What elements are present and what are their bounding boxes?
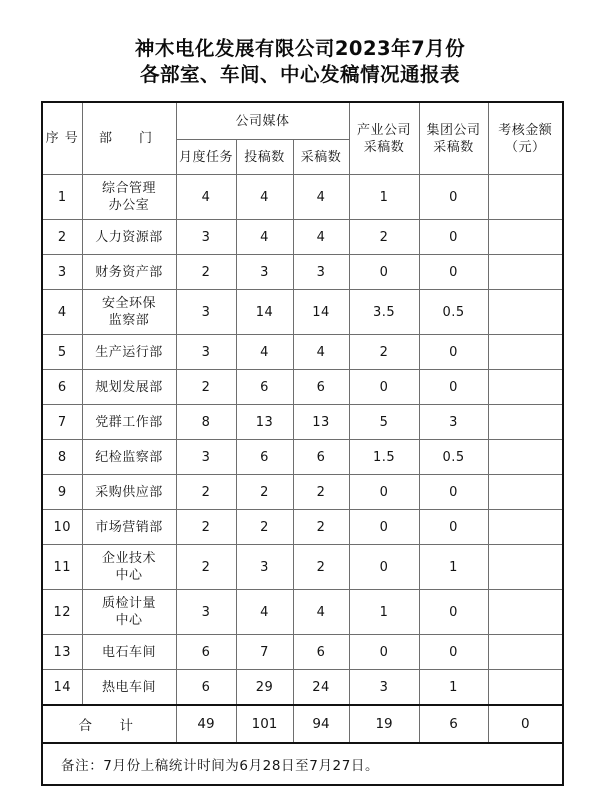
table-row bbox=[42, 255, 563, 290]
cell-department: 人力资源部 bbox=[82, 220, 176, 255]
table-row bbox=[42, 220, 563, 255]
cell-industry-company: 0 bbox=[349, 370, 419, 405]
cell-monthly-task: 2 bbox=[176, 475, 236, 510]
group-company-line-1: 集团公司 bbox=[426, 122, 481, 138]
cell-index: 1 bbox=[42, 175, 82, 220]
assessment-line-2: （元） bbox=[505, 139, 546, 155]
table-row bbox=[42, 405, 563, 440]
cell-submitted: 6 bbox=[236, 370, 293, 405]
cell-assessment-amount bbox=[488, 510, 563, 545]
cell-submitted: 29 bbox=[236, 670, 293, 706]
cell-monthly-task: 2 bbox=[176, 370, 236, 405]
cell-industry-company: 1 bbox=[349, 175, 419, 220]
cell-accepted: 4 bbox=[293, 175, 349, 220]
cell-submitted: 4 bbox=[236, 175, 293, 220]
cell-industry-company: 5 bbox=[349, 405, 419, 440]
cell-department bbox=[82, 590, 176, 635]
cell-group-company: 1 bbox=[419, 545, 488, 590]
col-header-assessment-amount bbox=[488, 102, 563, 175]
cell-index: 10 bbox=[42, 510, 82, 545]
cell-department bbox=[82, 545, 176, 590]
cell-accepted: 14 bbox=[293, 290, 349, 335]
report-table-container bbox=[41, 101, 562, 786]
cell-accepted: 6 bbox=[293, 370, 349, 405]
dept-line-2: 中心 bbox=[115, 568, 143, 583]
cell-industry-company: 0 bbox=[349, 255, 419, 290]
cell-assessment-amount bbox=[488, 635, 563, 670]
total-accepted: 94 bbox=[293, 705, 349, 743]
cell-group-company: 0 bbox=[419, 475, 488, 510]
cell-industry-company: 3.5 bbox=[349, 290, 419, 335]
cell-accepted: 6 bbox=[293, 440, 349, 475]
table-row bbox=[42, 335, 563, 370]
cell-index: 3 bbox=[42, 255, 82, 290]
note-text: 备注：7月份上稿统计时间为6月28日至7月27日。 bbox=[42, 743, 563, 785]
cell-assessment-amount bbox=[488, 370, 563, 405]
cell-submitted: 4 bbox=[236, 335, 293, 370]
cell-accepted: 2 bbox=[293, 510, 349, 545]
cell-department: 党群工作部 bbox=[82, 405, 176, 440]
cell-group-company: 0.5 bbox=[419, 440, 488, 475]
table-row bbox=[42, 545, 563, 590]
table-note-row bbox=[42, 743, 563, 785]
cell-assessment-amount bbox=[488, 335, 563, 370]
cell-index: 2 bbox=[42, 220, 82, 255]
table-row bbox=[42, 475, 563, 510]
total-group-company: 6 bbox=[419, 705, 488, 743]
assessment-line-1: 考核金额 bbox=[498, 122, 553, 138]
col-header-monthly-task: 月度任务 bbox=[176, 140, 236, 175]
page-title bbox=[0, 36, 600, 88]
cell-monthly-task: 4 bbox=[176, 175, 236, 220]
cell-industry-company: 0 bbox=[349, 635, 419, 670]
cell-accepted: 2 bbox=[293, 545, 349, 590]
dept-line-1: 企业技术 bbox=[101, 551, 156, 566]
cell-department bbox=[82, 290, 176, 335]
cell-assessment-amount bbox=[488, 670, 563, 706]
dept-line-2: 办公室 bbox=[108, 198, 150, 213]
table-header bbox=[42, 102, 563, 175]
table-row bbox=[42, 370, 563, 405]
cell-assessment-amount bbox=[488, 220, 563, 255]
cell-accepted: 13 bbox=[293, 405, 349, 440]
total-assessment-amount: 0 bbox=[488, 705, 563, 743]
cell-monthly-task: 3 bbox=[176, 290, 236, 335]
col-header-industry-company bbox=[349, 102, 419, 175]
cell-accepted: 4 bbox=[293, 335, 349, 370]
cell-assessment-amount bbox=[488, 175, 563, 220]
cell-department: 电石车间 bbox=[82, 635, 176, 670]
table-total-row bbox=[42, 705, 563, 743]
cell-industry-company: 0 bbox=[349, 545, 419, 590]
cell-index: 4 bbox=[42, 290, 82, 335]
cell-department: 纪检监察部 bbox=[82, 440, 176, 475]
cell-group-company: 0 bbox=[419, 335, 488, 370]
cell-industry-company: 0 bbox=[349, 475, 419, 510]
total-submitted: 101 bbox=[236, 705, 293, 743]
cell-monthly-task: 6 bbox=[176, 635, 236, 670]
table-body bbox=[42, 175, 563, 786]
table-row bbox=[42, 290, 563, 335]
cell-monthly-task: 2 bbox=[176, 545, 236, 590]
dept-line-1: 综合管理 bbox=[101, 181, 156, 196]
table-row bbox=[42, 670, 563, 706]
cell-assessment-amount bbox=[488, 475, 563, 510]
table-row bbox=[42, 175, 563, 220]
total-label: 合 计 bbox=[42, 705, 176, 743]
cell-monthly-task: 3 bbox=[176, 590, 236, 635]
cell-department bbox=[82, 175, 176, 220]
cell-assessment-amount bbox=[488, 255, 563, 290]
cell-monthly-task: 6 bbox=[176, 670, 236, 706]
cell-submitted: 2 bbox=[236, 475, 293, 510]
cell-group-company: 0 bbox=[419, 510, 488, 545]
cell-group-company: 0 bbox=[419, 590, 488, 635]
industry-company-line-2: 采稿数 bbox=[363, 139, 405, 155]
cell-assessment-amount bbox=[488, 440, 563, 475]
cell-group-company: 0 bbox=[419, 255, 488, 290]
cell-index: 12 bbox=[42, 590, 82, 635]
industry-company-line-1: 产业公司 bbox=[357, 122, 412, 138]
cell-monthly-task: 8 bbox=[176, 405, 236, 440]
cell-industry-company: 2 bbox=[349, 220, 419, 255]
dept-line-2: 监察部 bbox=[108, 313, 150, 328]
cell-submitted: 3 bbox=[236, 255, 293, 290]
cell-index: 7 bbox=[42, 405, 82, 440]
cell-group-company: 3 bbox=[419, 405, 488, 440]
title-line-1: 神木电化发展有限公司2023年7月份 bbox=[134, 37, 466, 60]
cell-monthly-task: 2 bbox=[176, 255, 236, 290]
cell-accepted: 6 bbox=[293, 635, 349, 670]
cell-accepted: 24 bbox=[293, 670, 349, 706]
cell-industry-company: 1.5 bbox=[349, 440, 419, 475]
cell-group-company: 0.5 bbox=[419, 290, 488, 335]
col-header-department: 部 门 bbox=[82, 102, 176, 175]
cell-submitted: 3 bbox=[236, 545, 293, 590]
cell-group-company: 0 bbox=[419, 220, 488, 255]
cell-accepted: 2 bbox=[293, 475, 349, 510]
cell-index: 6 bbox=[42, 370, 82, 405]
cell-index: 9 bbox=[42, 475, 82, 510]
dept-line-2: 中心 bbox=[115, 613, 143, 628]
cell-submitted: 7 bbox=[236, 635, 293, 670]
cell-department: 热电车间 bbox=[82, 670, 176, 706]
cell-monthly-task: 3 bbox=[176, 440, 236, 475]
table-row bbox=[42, 635, 563, 670]
cell-monthly-task: 2 bbox=[176, 510, 236, 545]
table-row bbox=[42, 440, 563, 475]
cell-monthly-task: 3 bbox=[176, 220, 236, 255]
cell-department: 采购供应部 bbox=[82, 475, 176, 510]
title-line-2: 各部室、车间、中心发稿情况通报表 bbox=[139, 63, 460, 86]
cell-assessment-amount bbox=[488, 405, 563, 440]
cell-industry-company: 2 bbox=[349, 335, 419, 370]
cell-department: 生产运行部 bbox=[82, 335, 176, 370]
cell-accepted: 4 bbox=[293, 220, 349, 255]
cell-department: 市场营销部 bbox=[82, 510, 176, 545]
cell-index: 11 bbox=[42, 545, 82, 590]
cell-industry-company: 3 bbox=[349, 670, 419, 706]
cell-monthly-task: 3 bbox=[176, 335, 236, 370]
cell-department: 规划发展部 bbox=[82, 370, 176, 405]
table-row bbox=[42, 590, 563, 635]
cell-index: 5 bbox=[42, 335, 82, 370]
header-row-top bbox=[42, 102, 563, 140]
cell-industry-company: 1 bbox=[349, 590, 419, 635]
col-header-group-company bbox=[419, 102, 488, 175]
cell-submitted: 14 bbox=[236, 290, 293, 335]
cell-group-company: 0 bbox=[419, 370, 488, 405]
cell-group-company: 0 bbox=[419, 635, 488, 670]
cell-submitted: 4 bbox=[236, 220, 293, 255]
dept-line-1: 质检计量 bbox=[101, 596, 156, 611]
cell-index: 8 bbox=[42, 440, 82, 475]
cell-index: 14 bbox=[42, 670, 82, 706]
cell-submitted: 2 bbox=[236, 510, 293, 545]
cell-industry-company: 0 bbox=[349, 510, 419, 545]
dept-line-1: 安全环保 bbox=[101, 296, 156, 311]
cell-department: 财务资产部 bbox=[82, 255, 176, 290]
cell-submitted: 4 bbox=[236, 590, 293, 635]
total-monthly-task: 49 bbox=[176, 705, 236, 743]
cell-assessment-amount bbox=[488, 290, 563, 335]
cell-submitted: 6 bbox=[236, 440, 293, 475]
group-company-line-2: 采稿数 bbox=[433, 139, 474, 155]
cell-index: 13 bbox=[42, 635, 82, 670]
report-table bbox=[41, 101, 564, 786]
cell-group-company: 0 bbox=[419, 175, 488, 220]
cell-accepted: 3 bbox=[293, 255, 349, 290]
col-header-index: 序 号 bbox=[42, 102, 82, 175]
col-header-company-media: 公司媒体 bbox=[176, 102, 349, 140]
cell-assessment-amount bbox=[488, 545, 563, 590]
cell-assessment-amount bbox=[488, 590, 563, 635]
col-header-submitted: 投稿数 bbox=[236, 140, 293, 175]
cell-accepted: 4 bbox=[293, 590, 349, 635]
col-header-accepted: 采稿数 bbox=[293, 140, 349, 175]
total-industry-company: 19 bbox=[349, 705, 419, 743]
table-row bbox=[42, 510, 563, 545]
cell-submitted: 13 bbox=[236, 405, 293, 440]
cell-group-company: 1 bbox=[419, 670, 488, 706]
